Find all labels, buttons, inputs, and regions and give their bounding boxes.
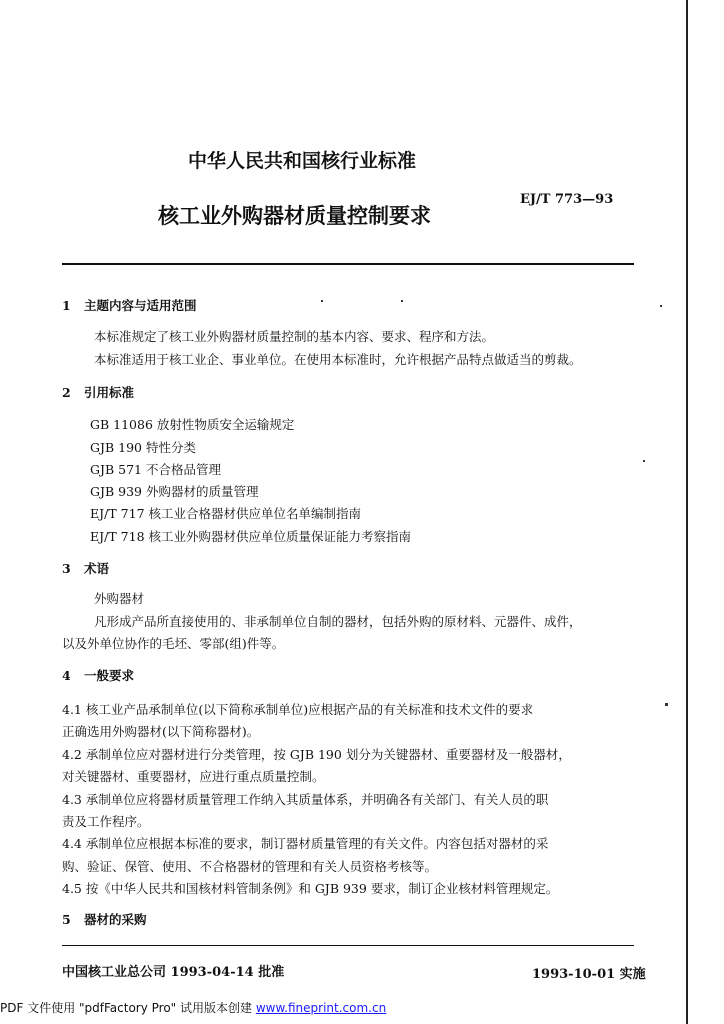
section-number: 3 (62, 561, 71, 576)
reference-item: GJB 939 外购器材的质量管理 (90, 484, 259, 499)
clause-line: 正确选用外购器材(以下简称器材)。 (62, 724, 260, 739)
clause-line: 对关键器材、重要器材，应进行重点质量控制。 (62, 769, 325, 784)
clause-line: 4.1 核工业产品承制单位(以下简称承制单位)应根据产品的有关标准和技术文件的要求 (62, 702, 534, 717)
approval-date: 中国核工业总公司 1993-04-14 批准 (62, 965, 285, 980)
fineprint-link[interactable]: www.fineprint.com.cn (255, 1001, 387, 1015)
section-5-heading (62, 910, 147, 928)
section-number: 5 (62, 912, 71, 927)
term-name: 外购器材 (94, 591, 145, 606)
section-number: 1 (62, 298, 71, 313)
section-1-heading (62, 296, 197, 314)
reference-item: EJ/T 717 核工业合格器材供应单位名单编制指南 (90, 506, 361, 521)
pdf-creator-notice (0, 999, 386, 1016)
section-number: 4 (62, 668, 71, 683)
section-title: 引用标准 (84, 385, 135, 400)
document-title: 核工业外购器材质量控制要求 (158, 204, 431, 228)
scan-speck (401, 300, 403, 302)
clause-line: 4.2 承制单位应对器材进行分类管理，按 GJB 190 划分为关键器材、重要器材及一般器材， (62, 747, 571, 762)
paragraph-line: 以及外单位协作的毛坯、零部(组)件等。 (62, 636, 285, 651)
clause-line: 购、验证、保管、使用、不合格器材的管理和有关人员资格考核等。 (62, 859, 438, 874)
paragraph-line: 本标准规定了核工业外购器材质量控制的基本内容、要求、程序和方法。 (94, 329, 495, 344)
scan-speck (643, 460, 645, 462)
scan-speck (321, 300, 323, 302)
pdf-notice-text: PDF 文件使用 "pdfFactory Pro" 试用版本创建 (0, 1001, 253, 1015)
clause-line: 4.3 承制单位应将器材质量管理工作纳入其质量体系，并明确各有关部门、有关人员的职 (62, 792, 549, 807)
section-4-heading (62, 666, 134, 684)
scan-speck (660, 305, 662, 307)
section-number: 2 (62, 385, 71, 400)
paragraph-line: 凡形成产品所直接使用的、非承制单位自制的器材，包括外购的原材料、元器件、成件， (94, 614, 582, 629)
section-title: 一般要求 (84, 668, 135, 683)
paragraph-line: 本标准适用于核工业企、事业单位。在使用本标准时，允许根据产品特点做适当的剪裁。 (94, 352, 582, 367)
header-rule (62, 263, 634, 265)
standard-code: EJ/T 773—93 (520, 192, 614, 207)
section-title: 主题内容与适用范围 (84, 298, 197, 313)
reference-item: EJ/T 718 核工业外购器材供应单位质量保证能力考察指南 (90, 529, 411, 544)
clause-line: 4.4 承制单位应根据本标准的要求，制订器材质量管理的有关文件。内容包括对器材的采 (62, 836, 549, 851)
reference-item: GB 11086 放射性物质安全运输规定 (90, 417, 295, 432)
effective-date: 1993-10-01 实施 (532, 967, 646, 982)
org-title: 中华人民共和国核行业标准 (188, 150, 417, 172)
section-2-heading (62, 383, 134, 401)
reference-item: GJB 571 不合格品管理 (90, 462, 221, 477)
clause-line: 4.5 按《中华人民共和国核材料管制条例》和 GJB 939 要求，制订企业核材料管理规定。 (62, 881, 559, 896)
section-3-heading (62, 559, 109, 577)
scan-speck (665, 703, 668, 706)
page-edge-line (686, 0, 688, 1024)
footer-rule (62, 945, 634, 946)
reference-item: GJB 190 特性分类 (90, 440, 196, 455)
section-title: 术语 (84, 561, 110, 576)
section-title: 器材的采购 (84, 912, 147, 927)
clause-line: 责及工作程序。 (62, 814, 150, 829)
